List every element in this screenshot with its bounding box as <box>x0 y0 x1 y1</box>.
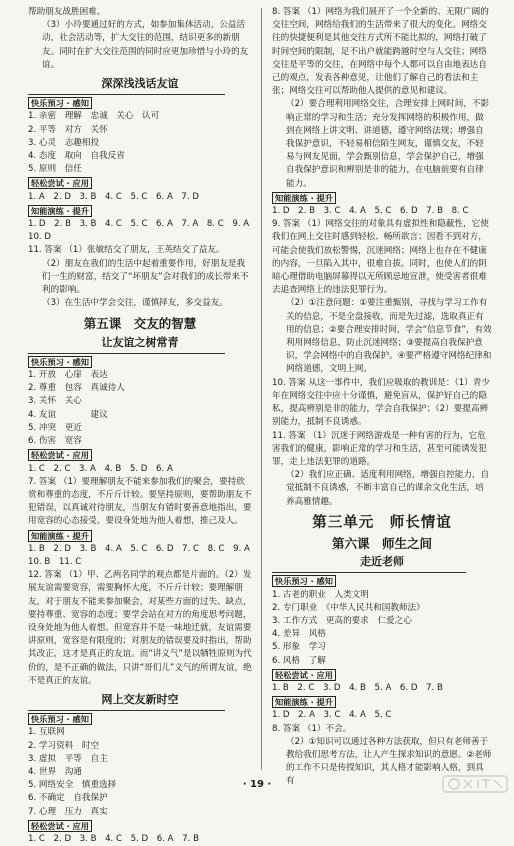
lesson-title: 让友谊之树常青 <box>101 335 179 349</box>
rule <box>28 710 225 711</box>
answer-line: 1. C 2. D 3. B 4. C 5. D 6. A 7. B <box>28 833 199 844</box>
list-item: 6. 伤害 宽容 <box>28 436 82 447</box>
answer-line: 1. D 2. B 3. B 4. C 5. C 6. A 7. A 8. C 9. A <box>28 219 250 230</box>
list-item: 4. 态度 取向 自我反省 <box>28 151 125 162</box>
answer-line: 10. D <box>28 232 52 243</box>
answer-paragraph: （2）朋友在我们的生活中起着重要作用，好朋友是我们一生的财富，结交了“坏朋友”会对我们的成长带来不利的影响。 <box>42 258 249 296</box>
lesson-title: 深深浅浅话友谊 <box>101 77 179 91</box>
list-item: 5. 冲突 更近 <box>28 422 82 433</box>
section-label: 快乐预习 · 感知 <box>28 97 252 110</box>
section-label: 知能演练 · 提升 <box>272 696 492 709</box>
column-divider <box>261 8 262 770</box>
section-label: 快乐预习 · 感知 <box>28 356 252 369</box>
list-item: 7. 心理 压力 真实 <box>28 806 108 817</box>
lesson-title: 走近老师 <box>360 555 404 569</box>
watermark-logo <box>442 774 508 794</box>
answer-paragraph: 7. 答案 （1）要理解朋友不能来参加我们的聚会，要持欣赏和尊重的态度，不斤斤计较。要坚持原则，要帮助朋友不犯错误，以真诚对待朋友，当朋友有错时要善意地指出，要用宽容的心态接受。要设身处地为他人着想，推己及人。 <box>28 476 252 527</box>
answer-paragraph: 11. 答案 （1）沉迷于网络游戏是一种有害的行为，它危害我们的健康，影响正常的学习和生活，甚至可能诱发犯罪，走上违法犯罪的道路。 <box>272 430 487 467</box>
page-number: · 19 · <box>242 779 272 790</box>
section-label: 知能演练 · 提升 <box>28 530 252 543</box>
answer-line: 1. C 2. C 3. A 4. B 5. D 6. A <box>28 463 173 474</box>
list-item: 1. 古老的职业 人类文明 <box>272 589 369 600</box>
section-label: 轻松尝试 · 应用 <box>28 820 252 833</box>
answer-paragraph: 8. 答案 （1）网络为我们展开了一个全新的、无限广阔的交往空间，网络给我们的生活带来了很大的变化。网络交往的快捷便利是其他交往方式所不能比拟的，网络打破了时间空间的限制，足不出户就能跨越时空与人交往；网络交往是平等的交往，在网络中每个人都可以自由地表达自己的观点，发表各种意见，让他们了解自己的看法和主张；网络交往可以帮助他人提供的意见和建议。 <box>272 7 489 97</box>
answer-line: 8. 答案 （1）不会。 <box>272 723 352 734</box>
list-item: 2. 平等 对方 关怀 <box>28 124 108 135</box>
answer-paragraph: 12. 答案 （1）甲、乙两名同学的观点都是片面的。（2）发展友谊需要宽容，需要胸怀大度，不斤斤计较；要理解朋友，对于朋友不能来参加聚会，对某些方面的过失、缺点，要持尊重、宽容的态度；要学会站在对方的角度思考问题，设身处地为他人着想。但宽容并不是一味地迁就，友谊需要讲原则，宽容是有限度的；对朋友的错误要及时指出，帮助其改正，这才是真正的友谊。而“讲义气”是以牺牲原则为代价的，是不正确的做法，只讲“哥们儿”义气的所谓友谊，绝不是真正的友谊。 <box>28 570 252 686</box>
rule <box>272 572 466 573</box>
answer-paragraph: （2）要合理利用网络交往，合理安排上网时间，不影响正常的学习和生活；充分发挥网络的积极作用，做到在网络上讲文明、讲道德，遵守网络法规；增强自我保护意识，不轻易相信陌生网友，谨慎交友，不轻易与网友见面，学会甄别信息，学会保护自己，增强自我保护意识和辨别是非的能力，在电脑前要有自律能力。 <box>286 99 490 189</box>
answer-line: 1. B 2. C 3. D 4. B 5. A 6. D 7. B <box>272 682 443 693</box>
list-item: 5. 形象 学习 <box>272 642 326 653</box>
right-column <box>272 6 492 787</box>
list-item: 2. 学习资料 时空 <box>28 740 100 751</box>
list-item: 3. 心灵 志趣相投 <box>28 137 100 148</box>
list-item: 1. 开放 心扉 表达 <box>28 370 108 381</box>
list-item: 5. 网络安全 慎重选择 <box>28 780 117 791</box>
answer-paragraph: 11. 答案 （1）张敏结交了朋友，王英结交了益友。 <box>28 245 225 256</box>
list-item: 4. 世界 沟通 <box>28 766 82 777</box>
answer-paragraph: （2）①知识可以通过各种方法获取，但只有老师善于教给我们思考方法，让人产生探求知识的意愿。②老师的工作不只是传授知识，其人格才能影响人格，到具有 <box>286 736 492 787</box>
section-label: 知能演练 · 提升 <box>28 205 252 218</box>
text-line: 帮助朋友战胜困难。 <box>28 7 106 17</box>
answer-paragraph: （2）我们应正确、适度利用网络，增强自控能力，自觉抵制不良诱惑，不断丰富自己的课余文化生活，培养高雅情趣。 <box>286 470 490 507</box>
answer-paragraph: 9. 答案 （1）网络交往的对象具有虚拟性和隐蔽性，它使我们在网上交往时感到轻松、畅所欲言；因看不到对方，可能会使我们放松警惕，沉迷网络；网络上也存在不健康的内容，一旦陷入其中，很难自拔。同时，也使人们的阴暗心理借助电脑屏幕得以无所顾忌地宣泄，使受害者很难去追查网络上的违法犯罪行为。 <box>272 219 489 296</box>
rule <box>28 353 225 354</box>
list-item: 6. 不确定 自我保护 <box>28 793 108 804</box>
list-item: 3. 关怀 关心 <box>28 396 82 407</box>
answer-line: 1. D 2. A 3. C 4. A 5. C <box>272 710 392 721</box>
list-item: 2. 专门职业 《中华人民共和国教师法》 <box>272 602 425 613</box>
section-label: 快乐预习 · 感知 <box>28 713 252 726</box>
answer-paragraph: （2）①注意问题：①要注重甄别，寻找与学习工作有关的信息，不是全盘接收，而是先过滤，选取真正有用的信息；②要合理安排时间，学会“信息节食”，有效利用网络信息，防止沉迷网络；③要提高自我保护意识，学会网络中的自我保护。④要严格遵守网络纪律和网络道德，文明上网。 <box>286 298 492 375</box>
section-label: 快乐预习 · 感知 <box>272 575 492 588</box>
section-label: 知能演练 · 提升 <box>272 192 492 205</box>
text-paragraph: （3）小玲要通过好的方式，如参加集体活动，公益活动，社会活动等，扩大交往的范围，结识更多的新朋友。同时在扩大交往范围的同时应更加珍惜与小玲的友谊。 <box>42 20 249 70</box>
answer-line: 1. A 2. D 3. B 4. C 5. C 6. A 7. D <box>28 191 199 202</box>
section-label: 轻松尝试 · 应用 <box>28 449 252 462</box>
list-item: 4. 差异 风格 <box>272 629 326 640</box>
answer-paragraph: （3）在生活中学会交往，谨慎择友，多交益友。 <box>42 298 228 309</box>
list-item: 5. 原则 信任 <box>28 164 82 175</box>
section-label: 轻松尝试 · 应用 <box>28 177 252 190</box>
answer-line: 1. D 2. B 3. C 4. A 5. C 6. D 7. B 8. C <box>272 206 469 217</box>
list-item: 3. 虚拟 平等 自主 <box>28 753 108 764</box>
list-item: 1. 亲密 理解 忠诚 关心 认可 <box>28 111 160 122</box>
answer-paragraph: 10. 答案 从这一事件中，我们应吸取的教训是：（1）青少年在网络交往中应十分谨慎，避免盲从，保护好自己的隐私，提高辨别是非的能力，学会自我保护；（2）要提高辨别能力，抵制不良诱惑。 <box>272 377 490 428</box>
list-item: 3. 工作方式 更高的要求 仁爱之心 <box>272 615 412 626</box>
unit-title: 第三单元 师长情谊 <box>312 514 452 531</box>
chapter-title: 第六课 师生之间 <box>331 535 432 551</box>
list-item: 6. 风格 了解 <box>272 655 326 666</box>
list-item: 1. 互联网 <box>28 727 65 738</box>
list-item: 2. 尊重 包容 真诚待人 <box>28 383 125 394</box>
rule <box>28 94 225 95</box>
answer-line: 10. B 11. C <box>28 556 82 567</box>
section-label: 轻松尝试 · 应用 <box>272 669 492 682</box>
lesson-title: 网上交友新时空 <box>101 692 179 706</box>
chapter-title: 第五课 交友的智慧 <box>83 316 197 332</box>
list-item: 4. 友谊 建议 <box>28 409 108 420</box>
answer-line: 1. B 2. D 3. B 4. A 5. C 6. D 7. C 8. C 9. A <box>28 543 250 554</box>
left-column <box>28 6 252 844</box>
